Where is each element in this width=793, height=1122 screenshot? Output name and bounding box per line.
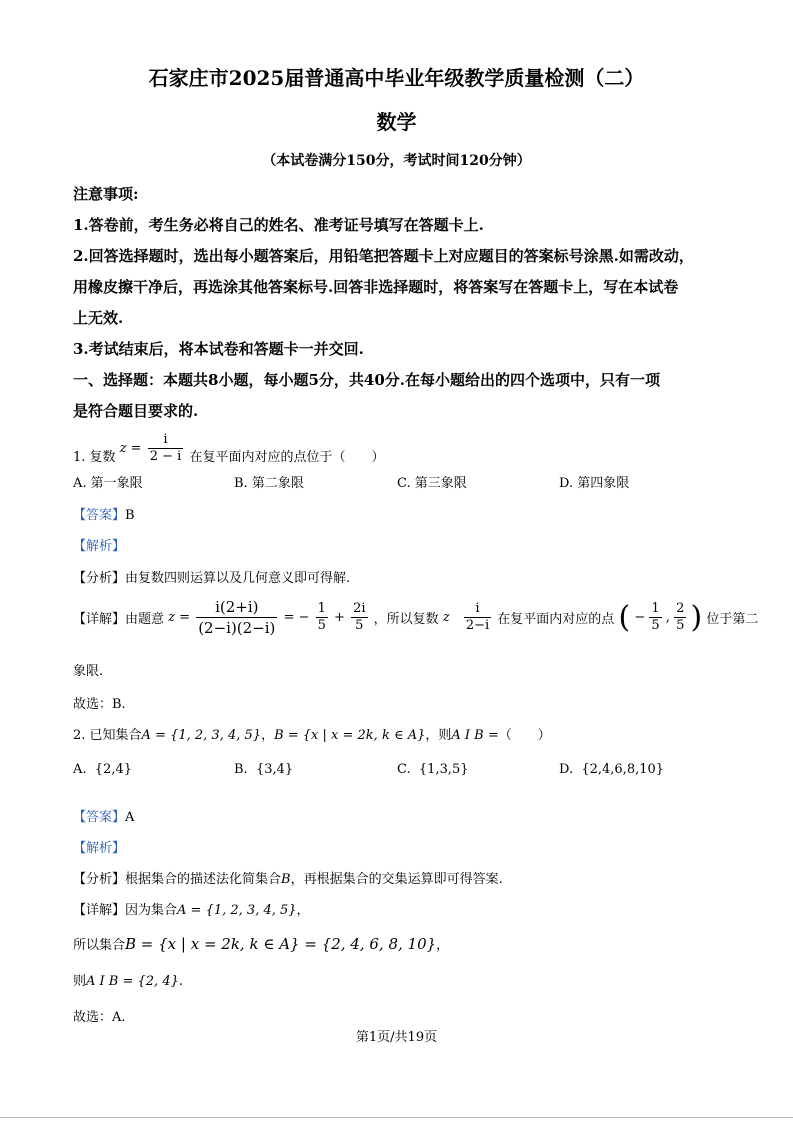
- q1-detail-mid: ，所以复数: [373, 612, 439, 627]
- question-1-suffix: 在复平面内对应的点位于（ ）: [189, 450, 385, 465]
- instruction-3: 3.考试结束后，将本试卷和答题卡一并交回.: [73, 340, 364, 358]
- q1-detail-fraction: [196, 597, 277, 638]
- q1-detail-prefix: 由题意: [125, 612, 165, 627]
- q1-detail-frac-3-num: i: [464, 601, 491, 618]
- q1-detail-point: 在复平面内对应的点: [497, 612, 615, 627]
- question-2-prefix: 2. 已知集合: [73, 728, 142, 743]
- exam-note: （本试卷满分150分，考试时间120分钟）: [262, 153, 531, 169]
- q2-choose: 故选：A.: [73, 1010, 126, 1025]
- q2-fenxi-text-a: 根据集合的描述法化简集合: [125, 872, 282, 887]
- left-paren: (: [618, 599, 631, 635]
- q2-option-c-value: {1,3,5}: [418, 762, 469, 777]
- instructions-heading: 注意事项:: [73, 185, 139, 203]
- question-2-expr: A I B =: [451, 728, 499, 743]
- page-title: 石家庄市2025届普通高中毕业年级教学质量检测（二）: [148, 66, 645, 90]
- q1-detail-frac-2-den: 5: [355, 618, 364, 633]
- section-heading-line-2: 是符合题目要求的.: [73, 402, 199, 420]
- q1-option-b: B. 第二象限: [234, 476, 304, 491]
- question-2-then: ，则: [425, 728, 452, 743]
- q1-fenxi-text: 由复数四则运算以及几何意义即可得解.: [125, 571, 351, 586]
- q2-option-b-value: {3,4}: [255, 762, 294, 777]
- question-1: [73, 426, 384, 465]
- q1-analysis-tag: 【解析】: [73, 539, 126, 554]
- q2-detail-2-a: 所以集合: [73, 938, 126, 953]
- instruction-2-line-3: 上无效.: [73, 309, 124, 327]
- q1-option-d: D. 第四象限: [559, 476, 630, 491]
- q2-option-d-label: D.: [559, 762, 574, 777]
- q2-option-d: [559, 762, 664, 777]
- q1-detail: [73, 597, 758, 638]
- question-1-fraction: [148, 432, 184, 465]
- q1-option-a: A. 第一象限: [73, 476, 143, 491]
- q1-answer-value: B: [125, 508, 135, 523]
- q1-detail-line-2: 象限.: [73, 664, 104, 679]
- subject-title: 数学: [376, 110, 417, 134]
- q2-detail-2: [73, 934, 449, 953]
- q2-fenxi-text-b: B: [281, 872, 291, 887]
- q1-detail-frac-2: [351, 601, 367, 634]
- q1-detail-p1-num: 1: [651, 601, 660, 616]
- q2-detail-3-b: A I B = {2, 4}: [86, 974, 179, 989]
- q2-detail-1-b: A = {1, 2, 3, 4, 5}: [177, 903, 297, 918]
- question-1-prefix: 1. 复数: [73, 450, 116, 465]
- q2-detail-2-b: B = {x | x = 2k, k ∈ A} = {2, 4, 6, 8, 10}: [125, 935, 437, 953]
- question-1-fraction-num: i: [148, 432, 184, 449]
- q2-detail-2-c: ，: [436, 938, 450, 953]
- q2-detail-3-a: 则: [73, 974, 87, 989]
- q1-detail-p-minus: −: [634, 610, 646, 625]
- instruction-2-line-1: 2.回答选择题时，选出每小题答案后，用铅笔把答题卡上对应题目的答案标号涂黑.如需改动，: [73, 247, 694, 265]
- q1-detail-frac-1-num: 1: [317, 601, 326, 616]
- q1-answer-tag: 【答案】: [73, 508, 126, 523]
- question-2-paren: （ ）: [498, 728, 551, 743]
- q2-option-c: [397, 762, 469, 777]
- question-2-set-a: A = {1, 2, 3, 4, 5}: [141, 728, 262, 743]
- q2-option-d-value: {2,4,6,8,10}: [581, 762, 665, 777]
- q1-detail-frac-2-num: 2i: [353, 601, 366, 616]
- q1-detail-tag: 【详解】: [73, 612, 126, 627]
- q1-fenxi-tag: 【分析】: [73, 571, 126, 586]
- q2-detail-1-a: 因为集合: [125, 903, 178, 918]
- q2-detail-1: [73, 899, 310, 918]
- q2-fenxi-text-c: ，再根据集合的交集运算即可得答案.: [290, 872, 503, 887]
- question-2-set-b: B = {x | x = 2k, k ∈ A}: [274, 728, 426, 743]
- q2-detail-1-c: ，: [296, 903, 310, 918]
- q1-detail-p2-den: 5: [676, 618, 685, 633]
- q1-detail-z2: z: [442, 610, 450, 625]
- q1-detail-p-comma: ,: [665, 610, 670, 625]
- q2-answer: [73, 806, 134, 825]
- q1-detail-end: 位于第二: [706, 612, 759, 627]
- q2-analysis-tag: 【解析】: [73, 841, 126, 856]
- q2-fenxi: [73, 868, 503, 887]
- q1-detail-p2-num: 2: [676, 601, 685, 616]
- page-footer: 第1页/共19页: [355, 1030, 438, 1045]
- q1-detail-frac-1: [316, 601, 328, 634]
- q1-option-c: C. 第三象限: [397, 476, 467, 491]
- q1-detail-p1: [649, 601, 661, 634]
- q2-answer-tag: 【答案】: [73, 810, 126, 825]
- question-2: [73, 724, 551, 743]
- q1-detail-fraction-num: i(2+i): [196, 597, 277, 618]
- section-heading-line-1: 一、选择题：本题共8小题，每小题5分，共40分.在每小题给出的四个选项中，只有一项: [73, 371, 660, 389]
- q2-detail-3: [73, 970, 183, 989]
- q1-detail-p1-den: 5: [651, 618, 660, 633]
- q1-detail-frac-3: [464, 601, 491, 634]
- q2-option-a-label: A.: [73, 762, 87, 777]
- q2-option-a-value: {2,4}: [94, 762, 133, 777]
- question-1-z: z =: [119, 441, 142, 456]
- q2-detail-tag: 【详解】: [73, 903, 126, 918]
- q1-detail-z: z =: [168, 610, 191, 625]
- question-1-fraction-den: 2 − i: [149, 449, 182, 464]
- q2-answer-value: A: [125, 810, 135, 825]
- right-paren: ): [690, 599, 703, 635]
- q2-option-c-label: C.: [397, 762, 411, 777]
- q2-fenxi-tag: 【分析】: [73, 872, 126, 887]
- q1-detail-p2: [674, 601, 686, 634]
- q2-option-b: [234, 762, 293, 777]
- instruction-2-line-2: 用橡皮擦干净后，再选涂其他答案标号.回答非选择题时，将答案写在答题卡上，写在本试卷: [73, 278, 679, 296]
- q1-fenxi: [73, 567, 350, 586]
- q1-detail-frac-3-den: 2−i: [465, 618, 490, 633]
- q2-option-b-label: B.: [234, 762, 248, 777]
- bottom-divider: [0, 1117, 793, 1118]
- q2-detail-3-c: .: [178, 974, 184, 989]
- q1-detail-plus: +: [334, 610, 345, 625]
- q1-detail-frac-1-den: 5: [317, 618, 326, 633]
- q2-option-a: [73, 762, 132, 777]
- q1-choose: 故选：B.: [73, 697, 126, 712]
- instruction-1: 1.答卷前，考生务必将自己的姓名、准考证号填写在答题卡上.: [73, 216, 484, 234]
- question-2-comma: ，: [261, 728, 275, 743]
- q1-detail-fraction-den: (2−i)(2−i): [198, 619, 276, 637]
- q1-answer: [73, 504, 135, 523]
- q1-detail-eq: = −: [283, 610, 310, 625]
